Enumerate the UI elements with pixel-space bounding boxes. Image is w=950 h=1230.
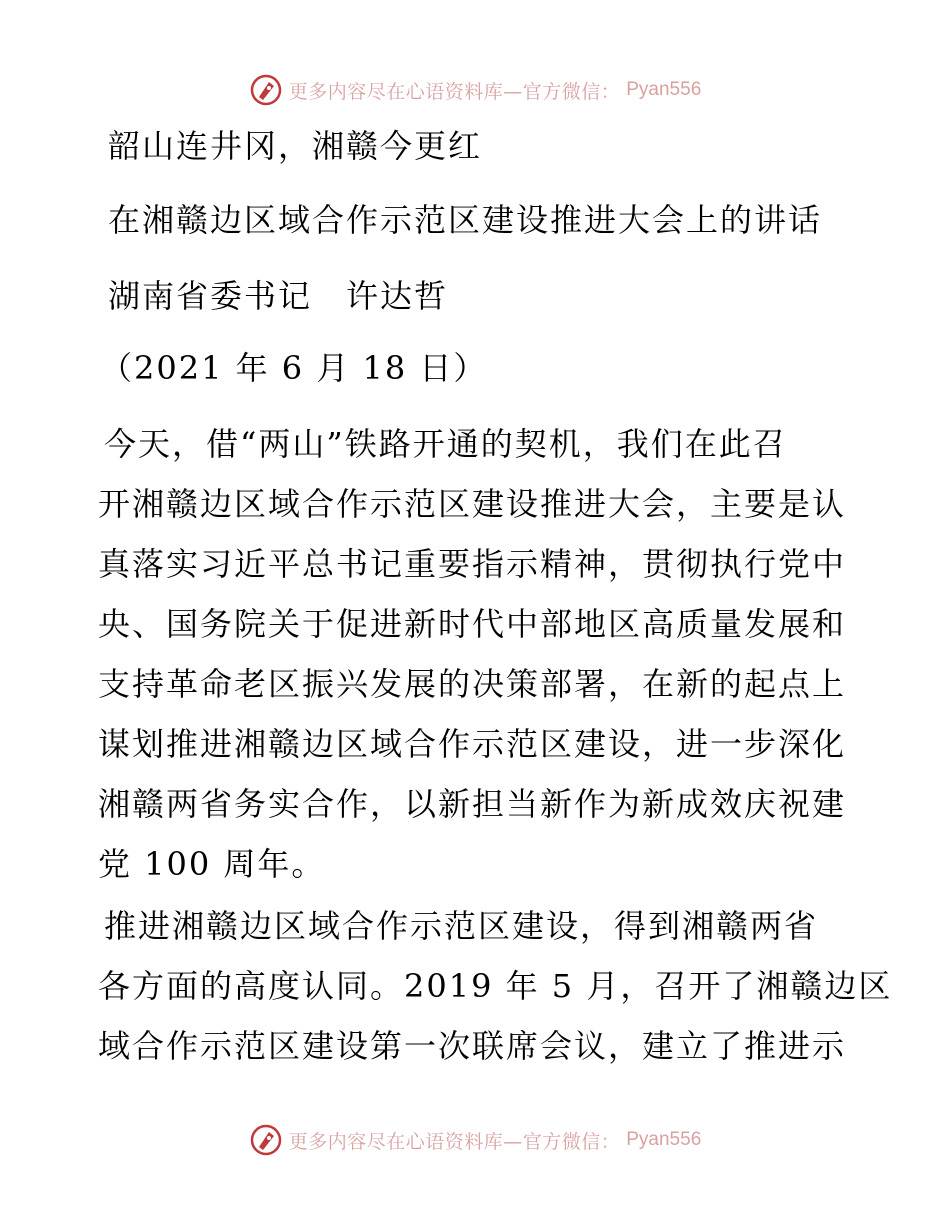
watermark-header [0, 70, 950, 110]
body-paragraph-2 [98, 896, 893, 1076]
pen-nib-logo-icon [249, 73, 283, 107]
paragraph-line: 湘赣两省务实合作，以新担当新作为新成效庆祝建 [98, 785, 847, 823]
watermark-text: 更多内容尽在心语资料库—官方微信： [288, 1130, 621, 1153]
body-paragraph-1 [98, 414, 858, 894]
paragraph-line: 党 100 周年。 [98, 845, 326, 883]
paragraph-line: 各方面的高度认同。2019 年 5 月，召开了湘赣边区 [98, 967, 893, 1005]
document-title: 韶山连井冈，湘赣今更红 [108, 127, 483, 165]
watermark-handle: Pyan556 [626, 79, 702, 100]
watermark-handle: Pyan556 [626, 1129, 702, 1150]
document-subtitle: 在湘赣边区域合作示范区建设推进大会上的讲话 [108, 201, 823, 239]
paragraph-line: 推进湘赣边区域合作示范区建设，得到湘赣两省 [104, 907, 819, 945]
pen-nib-logo-icon [249, 1123, 283, 1157]
paragraph-line: 开湘赣边区域合作示范区建设推进大会，主要是认 [98, 485, 847, 523]
paragraph-line: 谋划推进湘赣边区域合作示范区建设，进一步深化 [98, 725, 847, 763]
document-date: （2021 年 6 月 18 日） [100, 349, 488, 387]
watermark-text: 更多内容尽在心语资料库—官方微信： [288, 80, 621, 103]
paragraph-line: 真落实习近平总书记重要指示精神，贯彻执行党中 [98, 545, 847, 583]
paragraph-line: 域合作示范区建设第一次联席会议，建立了推进示 [98, 1027, 847, 1065]
watermark-footer [0, 1120, 950, 1160]
paragraph-line: 今天，借“两山”铁路开通的契机，我们在此召 [104, 425, 787, 463]
document-author: 湖南省委书记 许达哲 [108, 277, 449, 315]
paragraph-line: 支持革命老区振兴发展的决策部署，在新的起点上 [98, 665, 847, 703]
paragraph-line: 央、国务院关于促进新时代中部地区高质量发展和 [98, 605, 847, 643]
